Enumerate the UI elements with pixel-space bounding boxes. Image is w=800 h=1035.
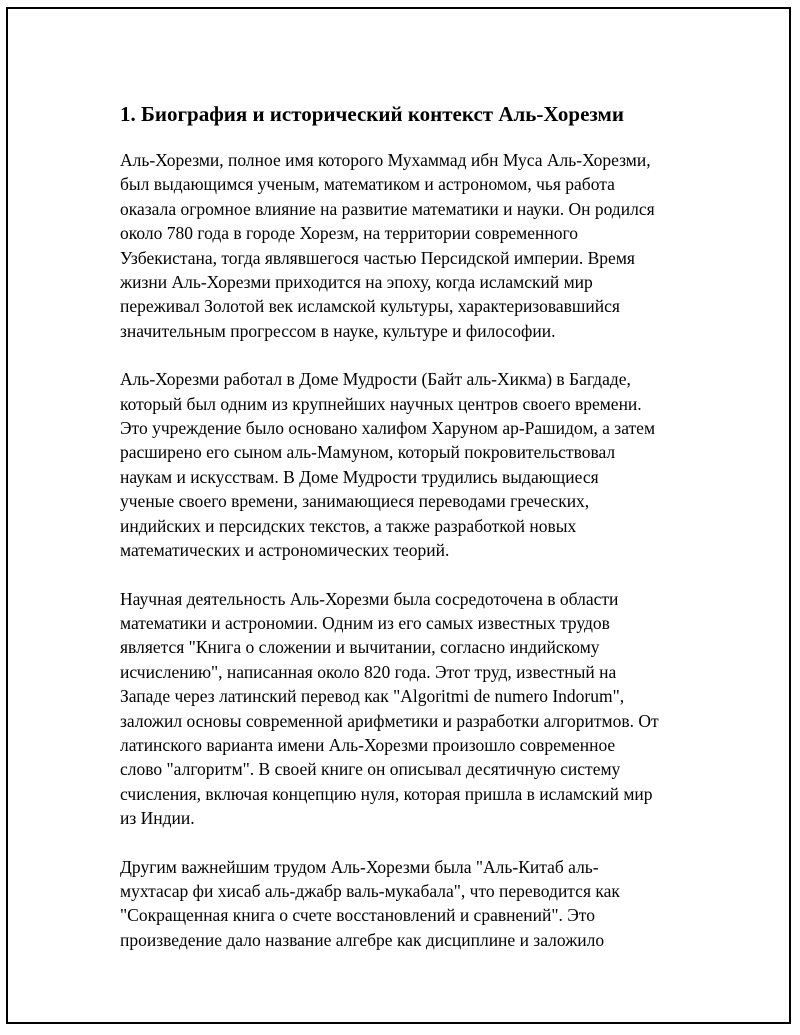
paragraph-biography: Аль-Хорезми, полное имя которого Мухаммад ибн Муса Аль-Хорезми, был выдающимся ученым, математиком и астрономом, чья работа оказала огромное влияние на развитие математики и науки. Он родился около 780 года в городе Хорезм, на территории современного Узбекистана, тогда являвшегося частью Персидской империи. Время жизни Аль-Хорезми приходится на эпоху, когда исламский мир переживал Золотой век исламской культуры, характеризовавшийся значительным прогрессом в науке, культуре и философии. bbox=[120, 150, 655, 341]
paragraph-house-of-wisdom: Аль-Хорезми работал в Доме Мудрости (Байт аль-Хикма) в Багдаде, который был одним из крупнейших научных центров своего времени. Это учреждение было основано халифом Харуном ар-Рашидом, а затем расширено его сыном аль-Мамуном, который покровительствовал наукам и искусствам. В Доме Мудрости трудились выдающиеся ученые своего времени, занимающиеся переводами греческих, индийских и персидских текстов, а также разработкой новых математических и астрономических теорий. bbox=[120, 369, 656, 561]
paragraph-scientific-work: Научная деятельность Аль-Хорезми была сосредоточена в области математики и астрономии. Одним из его самых известных трудов является "Книга о сложении и вычитании, согласно индийскому исчислению", написанная около 820 года. Этот труд, известный на Западе через латинский перевод как "Algoritmi de numero Indorum", заложил основы современной арифметики и разработки алгоритмов. От латинского варианта имени Аль-Хорезми произошло современное слово "алгоритм". В своей книге он описывал десятичную систему счисления, включая концепцию нуля, которая пришла в исламский мир из Индии. bbox=[120, 588, 659, 829]
document-body bbox=[120, 99, 696, 976]
section-heading: 1. Биография и исторический контекст Аль-Хорезми bbox=[120, 102, 624, 126]
paragraph-algebra: Другим важнейшим трудом Аль-Хорезми была "Аль-Китаб аль- мухтасар фи хисаб аль-джабр валь-мукабала", что переводится как "Сокращенная книга о счете восстановлений и сравнений". Это произведение дало название алгебре как дисциплине и заложило bbox=[120, 856, 620, 950]
page-frame bbox=[6, 7, 791, 1024]
